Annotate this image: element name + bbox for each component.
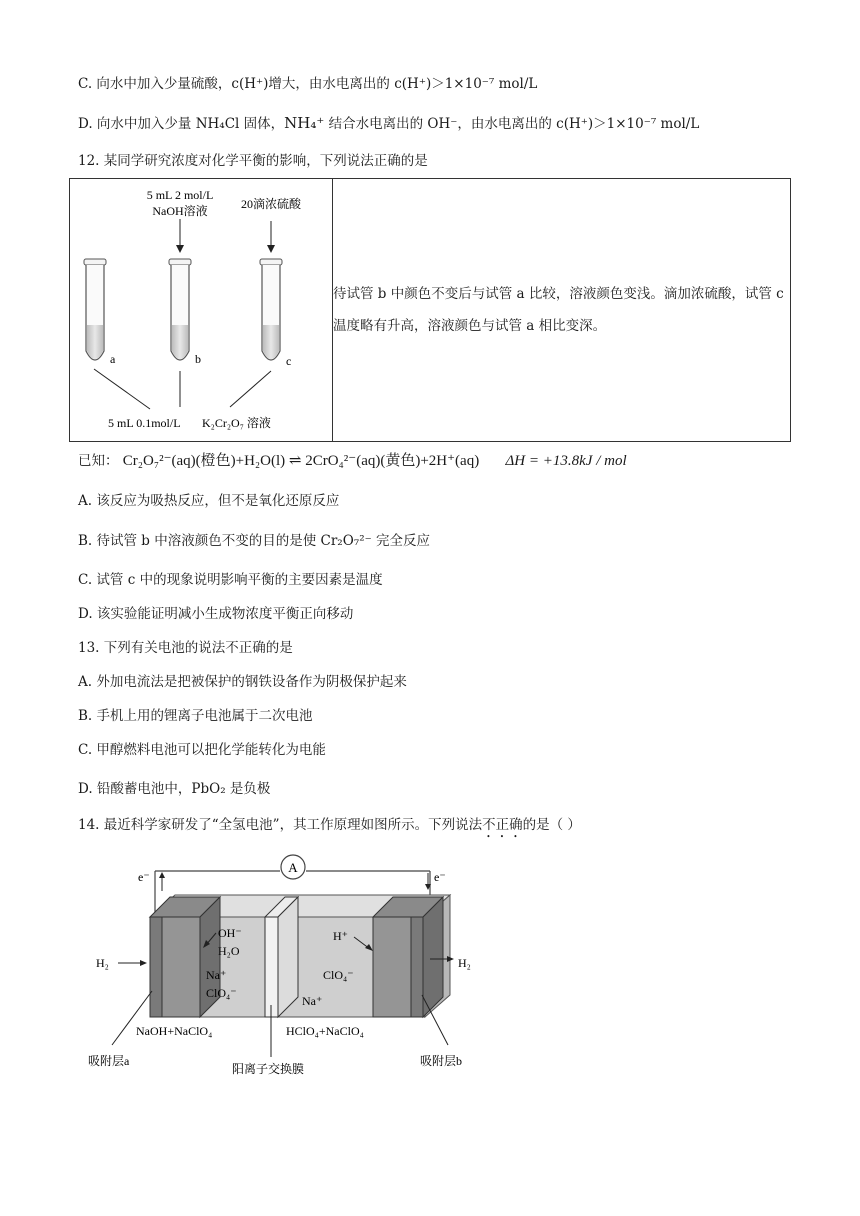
- electron-left-label: e⁻: [138, 870, 150, 884]
- electron-right-label: e⁻: [434, 870, 446, 884]
- right-ion-proton: H⁺: [333, 929, 348, 943]
- q13-stem: 13. 下列有关电池的说法不正确的是: [78, 640, 293, 656]
- q12-tube-label-b: b: [195, 352, 201, 366]
- left-ion-perchlorate: ClO₄⁻: [206, 986, 237, 1000]
- q14-stem-emphasis: 不正确: [482, 817, 523, 833]
- q12-option-d: D. 该实验能证明减小生成物浓度平衡正向移动: [78, 606, 354, 622]
- test-tube-a: [84, 259, 106, 360]
- q12-label-dichromate-solution: K₂Cr₂O₇ 溶液: [202, 416, 271, 430]
- q13-option-a: A. 外加电流法是把被保护的钢铁设备作为阴极保护起来: [78, 674, 407, 690]
- right-solution-label: HClO₄+NaClO₄: [286, 1024, 364, 1038]
- adsorption-layer-b-label: 吸附层b: [420, 1054, 463, 1068]
- q12-figure-cell: [70, 179, 333, 442]
- membrane-label: 阳离子交换膜: [231, 1062, 305, 1076]
- q12-tube-label-c: c: [286, 354, 292, 368]
- q14-hydrogen-battery-figure: [78, 845, 498, 1085]
- ammeter-label: A: [288, 860, 298, 875]
- q12-label-naoh-solution: NaOH溶液: [152, 204, 208, 218]
- q12-equation: Cr₂O₇²⁻(aq)(橙色)+H₂O(l) ⇌ 2CrO₄²⁻(aq)(黄色)+2H⁺(aq): [122, 453, 480, 469]
- q12-experiment-table: [69, 178, 791, 442]
- test-tube-b: [169, 259, 191, 360]
- adsorption-layer-b: [373, 897, 443, 1017]
- left-ion-sodium: Na⁺: [206, 968, 227, 982]
- h2-inlet-label: H₂: [96, 956, 109, 970]
- q12-test-tubes-figure: [70, 179, 332, 441]
- q11-option-d-ion: NH₄⁺: [284, 114, 325, 132]
- q14-stem-part1: 14. 最近科学家研发了“全氢电池”，其工作原理如图所示。下列说法: [78, 817, 483, 833]
- left-ion-water: H₂O: [218, 944, 240, 958]
- q12-known-equation: [78, 451, 627, 471]
- cation-exchange-membrane: [265, 897, 298, 1017]
- q12-option-b: B. 待试管 b 中溶液颜色不变的目的是使 Cr₂O₇²⁻ 完全反应: [78, 533, 431, 549]
- right-ion-perchlorate: ClO₄⁻: [323, 968, 354, 982]
- q11-option-d-part2: 结合水电离出的 OH⁻，由水电离出的 c(H⁺)＞1×10⁻⁷ mol/L: [324, 116, 700, 132]
- test-tube-c: [260, 259, 282, 360]
- q11-option-c: C. 向水中加入少量硫酸，c(H⁺)增大，由水电离出的 c(H⁺)＞1×10⁻⁷ mol/L: [78, 76, 538, 92]
- q13-option-c: C. 甲醇燃料电池可以把化学能转化为电能: [78, 742, 326, 758]
- q13-option-d: D. 铅酸蓄电池中，PbO₂ 是负极: [78, 781, 271, 797]
- q12-option-a: A. 该反应为吸热反应，但不是氧化还原反应: [78, 493, 340, 509]
- q12-label-naoh-volume: 5 mL 2 mol/L: [146, 188, 214, 202]
- q11-option-d: [78, 113, 699, 134]
- q13-option-b: B. 手机上用的锂离子电池属于二次电池: [78, 708, 313, 724]
- left-solution-label: NaOH+NaClO₄: [136, 1024, 213, 1038]
- q12-option-c: C. 试管 c 中的现象说明影响平衡的主要因素是温度: [78, 572, 383, 588]
- q12-stem: 12. 某同学研究浓度对化学平衡的影响，下列说法正确的是: [78, 153, 428, 169]
- q12-delta-h: ΔH = +13.8kJ / mol: [505, 453, 627, 469]
- q14-stem-part2: 的是（ ）: [522, 817, 581, 833]
- right-ion-sodium: Na⁺: [302, 994, 323, 1008]
- q14-stem: [78, 815, 581, 841]
- q12-description: 待试管 b 中颜色不变后与试管 a 比较，溶液颜色变浅。滴加浓硫酸，试管 c 温度略有升高，溶液颜色与试管 a 相比变深。: [333, 286, 784, 334]
- q12-description-cell: [333, 179, 791, 442]
- q12-label-sulfuric-acid: 20滴浓硫酸: [240, 197, 302, 211]
- left-ion-hydroxide: OH⁻: [218, 926, 242, 940]
- q12-known-prefix: 已知：: [78, 453, 119, 469]
- q12-tube-label-a: a: [110, 352, 116, 366]
- h2-outlet-label: H₂: [458, 956, 471, 970]
- q11-option-d-part1: D. 向水中加入少量 NH₄Cl 固体，: [78, 116, 285, 132]
- adsorption-layer-a-label: 吸附层a: [88, 1054, 130, 1068]
- q12-label-dichromate-volume: 5 mL 0.1mol/L: [108, 416, 181, 430]
